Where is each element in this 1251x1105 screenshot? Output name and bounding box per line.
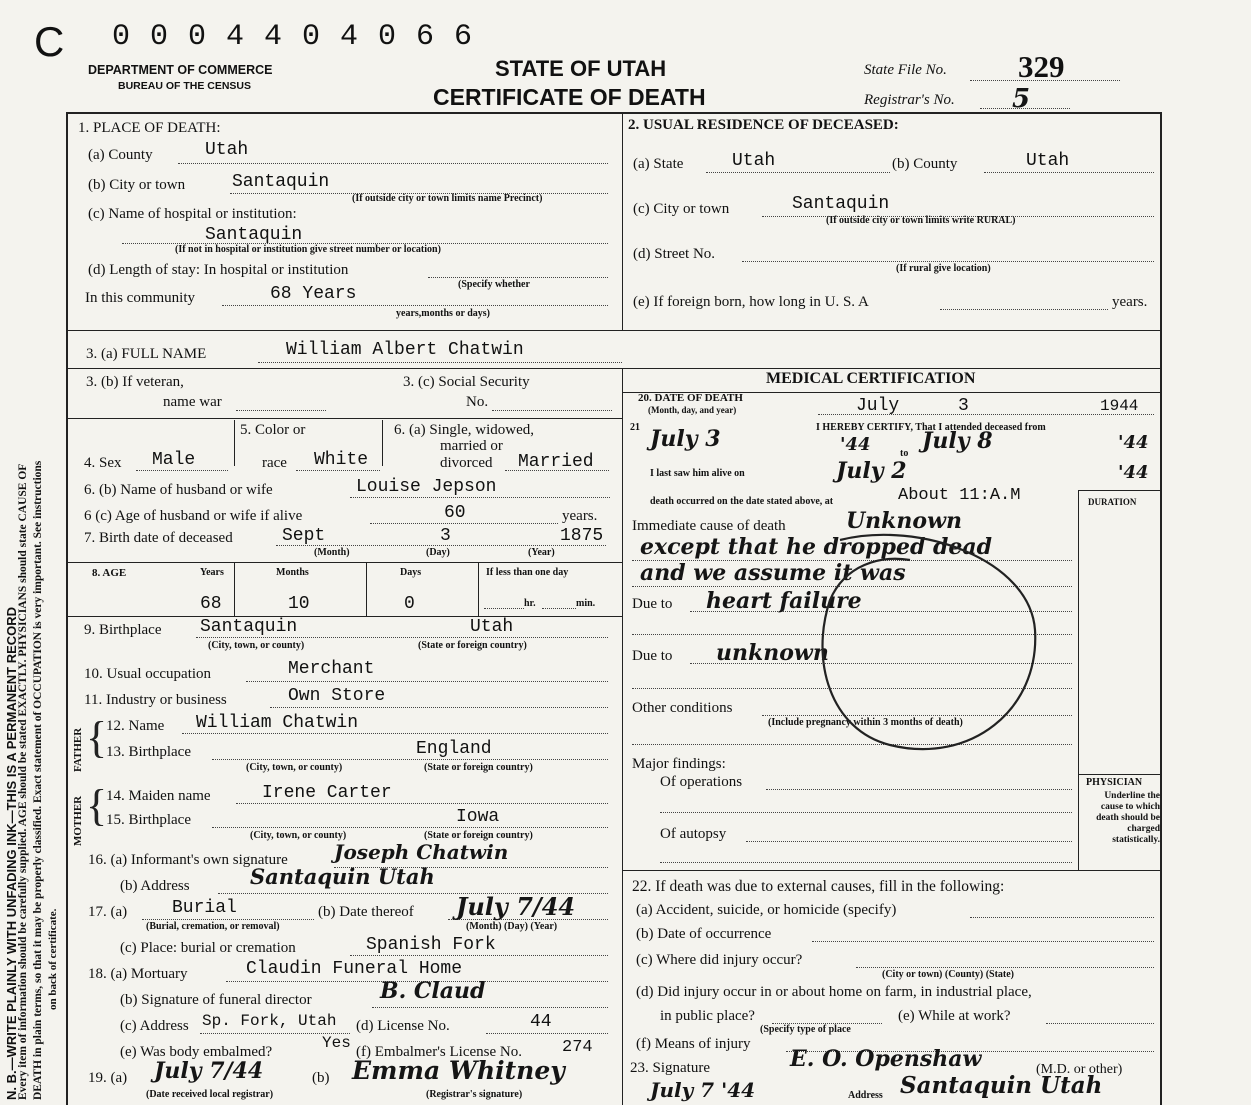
- mother-maiden-name: Irene Carter: [262, 783, 392, 803]
- age-days: 0: [404, 594, 415, 614]
- mother-city-note: (City, town, or county): [250, 830, 347, 841]
- external-d-note: (Specify type of place: [760, 1024, 851, 1035]
- hospital-name: Santaquin: [205, 225, 303, 245]
- serial-number: 0 0 0 4 4 0 4 0 6 6: [112, 20, 474, 54]
- medical-title: MEDICAL CERTIFICATION: [766, 370, 976, 387]
- death-date-note: (Month, day, and year): [648, 405, 737, 415]
- embalmed: Yes: [322, 1034, 351, 1052]
- full-name: William Albert Chatwin: [286, 340, 524, 360]
- father-name: William Chatwin: [196, 713, 359, 733]
- last-saw-year: '44: [1118, 462, 1149, 483]
- embalmer-license: 274: [562, 1038, 593, 1057]
- age-months-label: Months: [276, 567, 309, 578]
- age-less-label: If less than one day: [486, 567, 569, 578]
- margin-instructions-3: on back of certificate.: [47, 908, 59, 1010]
- physician-signature: E. O. Openshaw: [790, 1046, 982, 1072]
- registrar-number: 5: [1012, 84, 1031, 114]
- external-e: (e) While at work?: [898, 1008, 1011, 1024]
- age-hr: hr.: [524, 598, 536, 609]
- race-label: race: [262, 455, 287, 471]
- md-label: (M.D. or other): [1036, 1062, 1123, 1077]
- age-label: 8. AGE: [92, 567, 127, 579]
- cause-2: except that he dropped dead: [640, 534, 993, 560]
- spouse-age-unit: years.: [562, 508, 598, 524]
- external-c-note: (City or town) (County) (State): [882, 969, 1015, 980]
- attended-to: July 8: [922, 428, 993, 454]
- birth-year: 1875: [560, 526, 604, 546]
- state-file-number: 329: [1018, 49, 1065, 84]
- cause-3: and we assume it was: [640, 560, 906, 586]
- death-city-note: (If outside city or town limits name Precinct): [352, 193, 543, 204]
- disposition-note: (Burial, cremation, or removal): [146, 921, 280, 932]
- full-name-label: 3. (a) FULL NAME: [86, 346, 207, 362]
- community-length: 68 Years: [270, 284, 357, 304]
- disposition-date: July 7/44: [456, 892, 576, 921]
- bureau: BUREAU OF THE CENSUS: [118, 80, 252, 92]
- marital-label-3: divorced: [440, 455, 493, 471]
- occurred-label: death occurred on the date stated above, at: [650, 496, 834, 507]
- mother-tag: MOTHER: [72, 795, 84, 846]
- burial-place-label: (c) Place: burial or cremation: [120, 940, 296, 956]
- duration-label: DURATION: [1088, 497, 1137, 507]
- residence-heading: 2. USUAL RESIDENCE OF DECEASED:: [628, 117, 899, 133]
- spouse-name: Louise Jepson: [356, 477, 497, 497]
- father-birthplace: England: [416, 739, 492, 759]
- specify-note: (Specify whether: [458, 279, 530, 290]
- community-label: In this community: [85, 290, 195, 306]
- external-d: (d) Did injury occur in or about home on farm, in industrial place,: [636, 984, 1032, 1000]
- other-conditions-label: Other conditions: [632, 700, 733, 716]
- mother-birthplace: Iowa: [456, 807, 500, 827]
- street-note: (If rural give location): [896, 263, 991, 274]
- industry-label: 11. Industry or business: [84, 692, 227, 708]
- embalmer-license-label: (f) Embalmer's License No.: [356, 1044, 522, 1060]
- father-state-note: (State or foreign country): [424, 762, 533, 773]
- age-months: 10: [288, 594, 310, 614]
- physician-note: Underline the cause to which death should be charged statistically.: [1096, 791, 1160, 845]
- embalmed-label: (e) Was body embalmed?: [120, 1044, 273, 1060]
- birth-day: 3: [440, 526, 451, 546]
- other-conditions-note: (Include pregnancy within 3 months of death): [768, 717, 963, 728]
- sex: Male: [152, 450, 196, 470]
- margin-instructions-1: Every item of information should be carefully supplied. AGE should be stated EXACTLY. PHYSICIANS should state CAUSE OF: [17, 463, 29, 1100]
- last-saw-date: July 2: [836, 458, 907, 484]
- res-city-note: (If outside city or town limits write RURAL): [826, 215, 1016, 226]
- place-of-death-heading: 1. PLACE OF DEATH:: [78, 120, 221, 136]
- sex-label: 4. Sex: [84, 455, 122, 471]
- death-county: Utah: [205, 140, 249, 160]
- registrar-signature-note: (Registrar's signature): [426, 1089, 523, 1100]
- mother-maiden-label: 14. Maiden name: [106, 788, 211, 804]
- to-label: to: [900, 448, 909, 459]
- external-a: (a) Accident, suicide, or homicide (specify): [636, 902, 897, 918]
- units-note: years,months or days): [396, 308, 490, 319]
- mortuary-label: 18. (a) Mortuary: [88, 966, 188, 982]
- age-min: min.: [576, 598, 596, 609]
- margin-warning: N. B.—WRITE PLAINLY WITH UNFADING INK—THIS IS A PERMANENT RECORD: [4, 606, 19, 1100]
- war-label: name war: [163, 394, 222, 410]
- ssn-no-label: No.: [466, 394, 489, 410]
- due-to-1: heart failure: [706, 588, 862, 614]
- industry: Own Store: [288, 686, 386, 706]
- physician-address: Santaquin Utah: [900, 1072, 1103, 1099]
- res-city: Santaquin: [792, 194, 890, 214]
- death-year: 1944: [1100, 397, 1139, 415]
- mortuary-address: Sp. Fork, Utah: [202, 1012, 337, 1030]
- age-days-label: Days: [400, 567, 422, 578]
- registrar-received-note: (Date received local registrar): [146, 1089, 274, 1100]
- spouse-label: 6. (b) Name of husband or wife: [84, 482, 273, 498]
- birth-year-note: (Year): [528, 547, 555, 558]
- state-file-label: State File No.: [864, 62, 947, 78]
- res-state-label: (a) State: [633, 156, 684, 172]
- department: DEPARTMENT OF COMMERCE: [88, 63, 273, 77]
- registrar-received-label: 19. (a): [88, 1070, 128, 1086]
- physician-address-label: Address: [848, 1090, 883, 1101]
- autopsy-label: Of autopsy: [660, 826, 727, 842]
- informant-address: Santaquin Utah: [250, 864, 435, 889]
- registrar-signature: Emma Whitney: [352, 1056, 565, 1085]
- attended-to-year: '44: [1118, 432, 1149, 453]
- due-to-2-label: Due to: [632, 648, 673, 664]
- registrar-signature-label: (b): [312, 1070, 330, 1086]
- disposition-date-note: (Month) (Day) (Year): [466, 921, 558, 932]
- birthplace-state: Utah: [470, 617, 514, 637]
- attended-from-year: '44: [840, 434, 871, 455]
- veteran-label: 3. (b) If veteran,: [86, 374, 184, 390]
- page-title: CERTIFICATE OF DEATH: [433, 84, 706, 110]
- age-years: 68: [200, 594, 222, 614]
- mother-birth-label: 15. Birthplace: [106, 812, 191, 828]
- father-birth-label: 13. Birthplace: [106, 744, 191, 760]
- informant-address-label: (b) Address: [120, 878, 190, 894]
- death-city-label: (b) City or town: [88, 177, 186, 193]
- res-state: Utah: [732, 151, 776, 171]
- physician-signature-date: July 7 '44: [650, 1078, 756, 1102]
- father-name-label: 12. Name: [106, 718, 165, 734]
- occupation: Merchant: [288, 659, 375, 679]
- birth-month: Sept: [282, 526, 326, 546]
- attended-from: July 3: [650, 426, 721, 452]
- birth-date-label: 7. Birth date of deceased: [84, 530, 233, 546]
- birthplace-state-note: (State or foreign country): [418, 640, 527, 651]
- birthplace-label: 9. Birthplace: [84, 622, 162, 638]
- registrar-number-label: Registrar's No.: [864, 92, 955, 108]
- burial-place: Spanish Fork: [366, 935, 496, 955]
- disposition: Burial: [172, 898, 237, 918]
- marital-label-1: 6. (a) Single, widowed,: [394, 422, 534, 438]
- physician-label: PHYSICIAN: [1086, 777, 1143, 788]
- external-f: (f) Means of injury: [636, 1036, 751, 1052]
- ssn-label: 3. (c) Social Security: [403, 374, 530, 390]
- handwriting-oval: [800, 520, 1060, 770]
- external-c: (c) Where did injury occur?: [636, 952, 803, 968]
- father-tag: FATHER: [72, 727, 84, 772]
- foreign-unit: years.: [1112, 294, 1148, 310]
- hospital-label: (c) Name of hospital or institution:: [88, 206, 297, 222]
- birthplace-city-note: (City, town, or county): [208, 640, 305, 651]
- stay-label: (d) Length of stay: In hospital or institution: [88, 262, 349, 278]
- external-heading: 22. If death was due to external causes, fill in the following:: [632, 878, 1005, 895]
- state-heading: STATE OF UTAH: [495, 56, 667, 81]
- death-city: Santaquin: [232, 172, 330, 192]
- external-b: (b) Date of occurrence: [636, 926, 772, 942]
- father-city-note: (City, town, or county): [246, 762, 343, 773]
- marital-label-2: married or: [440, 438, 503, 454]
- informant-signature-label: 16. (a) Informant's own signature: [88, 852, 288, 868]
- street-label: (d) Street No.: [633, 246, 716, 262]
- age-years-label: Years: [200, 567, 224, 578]
- mortuary-address-label: (c) Address: [120, 1018, 189, 1034]
- death-date-label: 20. DATE OF DEATH: [638, 392, 743, 404]
- spouse-age-label: 6 (c) Age of husband or wife if alive: [84, 508, 303, 524]
- cause-1: Unknown: [846, 508, 963, 534]
- mortuary: Claudin Funeral Home: [246, 959, 463, 979]
- foreign-label: (e) If foreign born, how long in U. S. A: [633, 294, 869, 310]
- res-county: Utah: [1026, 151, 1070, 171]
- cause-label: Immediate cause of death: [632, 518, 786, 534]
- marital-status: Married: [518, 452, 594, 472]
- license-number: 44: [530, 1012, 552, 1032]
- res-county-label: (b) County: [892, 156, 958, 172]
- major-findings-label: Major findings:: [632, 756, 726, 772]
- birth-month-note: (Month): [314, 547, 350, 558]
- corner-mark: C: [34, 18, 65, 65]
- birth-day-note: (Day): [426, 547, 450, 558]
- disposition-label: 17. (a): [88, 904, 128, 920]
- mother-state-note: (State or foreign country): [424, 830, 533, 841]
- death-day: 3: [958, 396, 969, 416]
- last-saw-label: I last saw him alive on: [650, 468, 745, 479]
- color-label: 5. Color or: [240, 422, 306, 438]
- certify-text: I HEREBY CERTIFY, That I attended deceased from: [816, 422, 1046, 433]
- death-month: July: [856, 396, 900, 416]
- license-label: (d) License No.: [356, 1018, 450, 1034]
- operations-label: Of operations: [660, 774, 743, 790]
- death-county-label: (a) County: [88, 147, 153, 163]
- birthplace-city: Santaquin: [200, 617, 298, 637]
- external-d2: in public place?: [660, 1008, 755, 1024]
- disposition-date-label: (b) Date thereof: [318, 904, 414, 920]
- informant-signature: Joseph Chatwin: [334, 840, 509, 864]
- registrar-received-date: July 7/44: [154, 1058, 264, 1084]
- race: White: [314, 450, 369, 470]
- spouse-age: 60: [444, 503, 466, 523]
- signature-label: 23. Signature: [630, 1060, 710, 1076]
- res-city-label: (c) City or town: [633, 201, 730, 217]
- hospital-note: (If not in hospital or institution give street number or location): [175, 244, 441, 255]
- due-to-2: unknown: [716, 640, 829, 666]
- director-signature: B. Claud: [380, 978, 486, 1004]
- margin-instructions-2: DEATH in plain terms, so that it may be properly classified. Exact statement of OCCUPATION is very important. See instructions: [32, 460, 44, 1100]
- death-time: About 11:A.M: [898, 486, 1021, 505]
- due-to-1-label: Due to: [632, 596, 673, 612]
- item-21: 21: [630, 422, 640, 433]
- director-signature-label: (b) Signature of funeral director: [120, 992, 312, 1008]
- occupation-label: 10. Usual occupation: [84, 666, 212, 682]
